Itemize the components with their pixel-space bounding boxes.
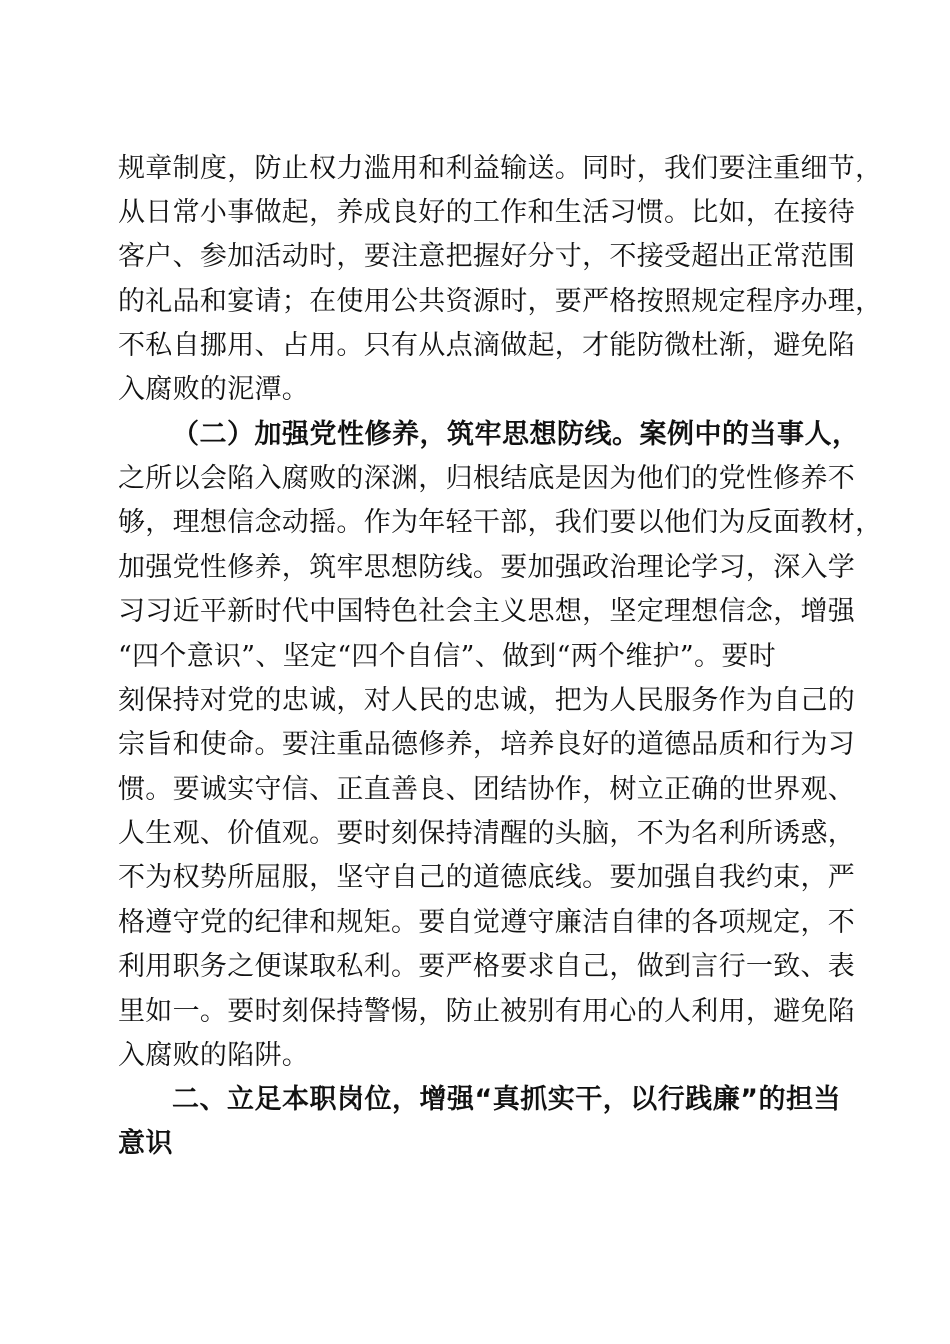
section-heading-line: 二、立足本职岗位，增强“真抓实干，以行践廉”的担当: [172, 1084, 841, 1115]
paragraph-line: “四个意识”、坚定“四个自信”、做到“两个维护”。要时: [118, 641, 776, 672]
paragraph-line: 之所以会陷入腐败的深渊，归根结底是因为他们的党性修养不: [118, 463, 856, 494]
paragraph-line: 的礼品和宴请；在使用公共资源时，要严格按照规定程序办理，: [118, 286, 883, 317]
paragraph-line: 够，理想信念动摇。作为年轻干部，我们要以他们为反面教材，: [118, 507, 883, 538]
paragraph-line: 刻保持对党的忠诚，对人民的忠诚，把为人民服务作为自己的: [118, 685, 856, 716]
paragraph-line: 里如一。要时刻保持警惕，防止被别有用心的人利用，避免陷: [118, 996, 856, 1027]
paragraph-line: 客户、参加活动时，要注意把握好分寸，不接受超出正常范围: [118, 241, 856, 272]
paragraph-line: 加强党性修养，筑牢思想防线。要加强政治理论学习，深入学: [118, 552, 856, 583]
paragraph-line: 人生观、价值观。要时刻保持清醒的头脑，不为名利所诱惑，: [118, 818, 856, 849]
paragraph-line: 不私自挪用、占用。只有从点滴做起，才能防微杜渐，避免陷: [118, 330, 856, 361]
subsection-heading-line: （二）加强党性修养，筑牢思想防线。案例中的当事人，: [172, 419, 860, 450]
section-heading-line: 意识: [118, 1128, 173, 1159]
paragraph-line: 宗旨和使命。要注重品德修养，培养良好的道德品质和行为习: [118, 729, 856, 760]
paragraph-line: 从日常小事做起，养成良好的工作和生活习惯。比如，在接待: [118, 197, 856, 228]
paragraph-line: 入腐败的泥潭。: [118, 374, 310, 405]
paragraph-line: 入腐败的陷阱。: [118, 1040, 310, 1071]
paragraph-line: 利用职务之便谋取私利。要严格要求自己，做到言行一致、表: [118, 951, 856, 982]
paragraph-line: 规章制度，防止权力滥用和利益输送。同时，我们要注重细节，: [118, 153, 883, 184]
paragraph-line: 不为权势所屈服，坚守自己的道德底线。要加强自我约束，严: [118, 862, 856, 893]
paragraph-line: 惯。要诚实守信、正直善良、团结协作，树立正确的世界观、: [118, 774, 856, 805]
paragraph-line: 习习近平新时代中国特色社会主义思想，坚定理想信念，增强: [118, 596, 856, 627]
paragraph-line: 格遵守党的纪律和规矩。要自觉遵守廉洁自律的各项规定，不: [118, 907, 856, 938]
